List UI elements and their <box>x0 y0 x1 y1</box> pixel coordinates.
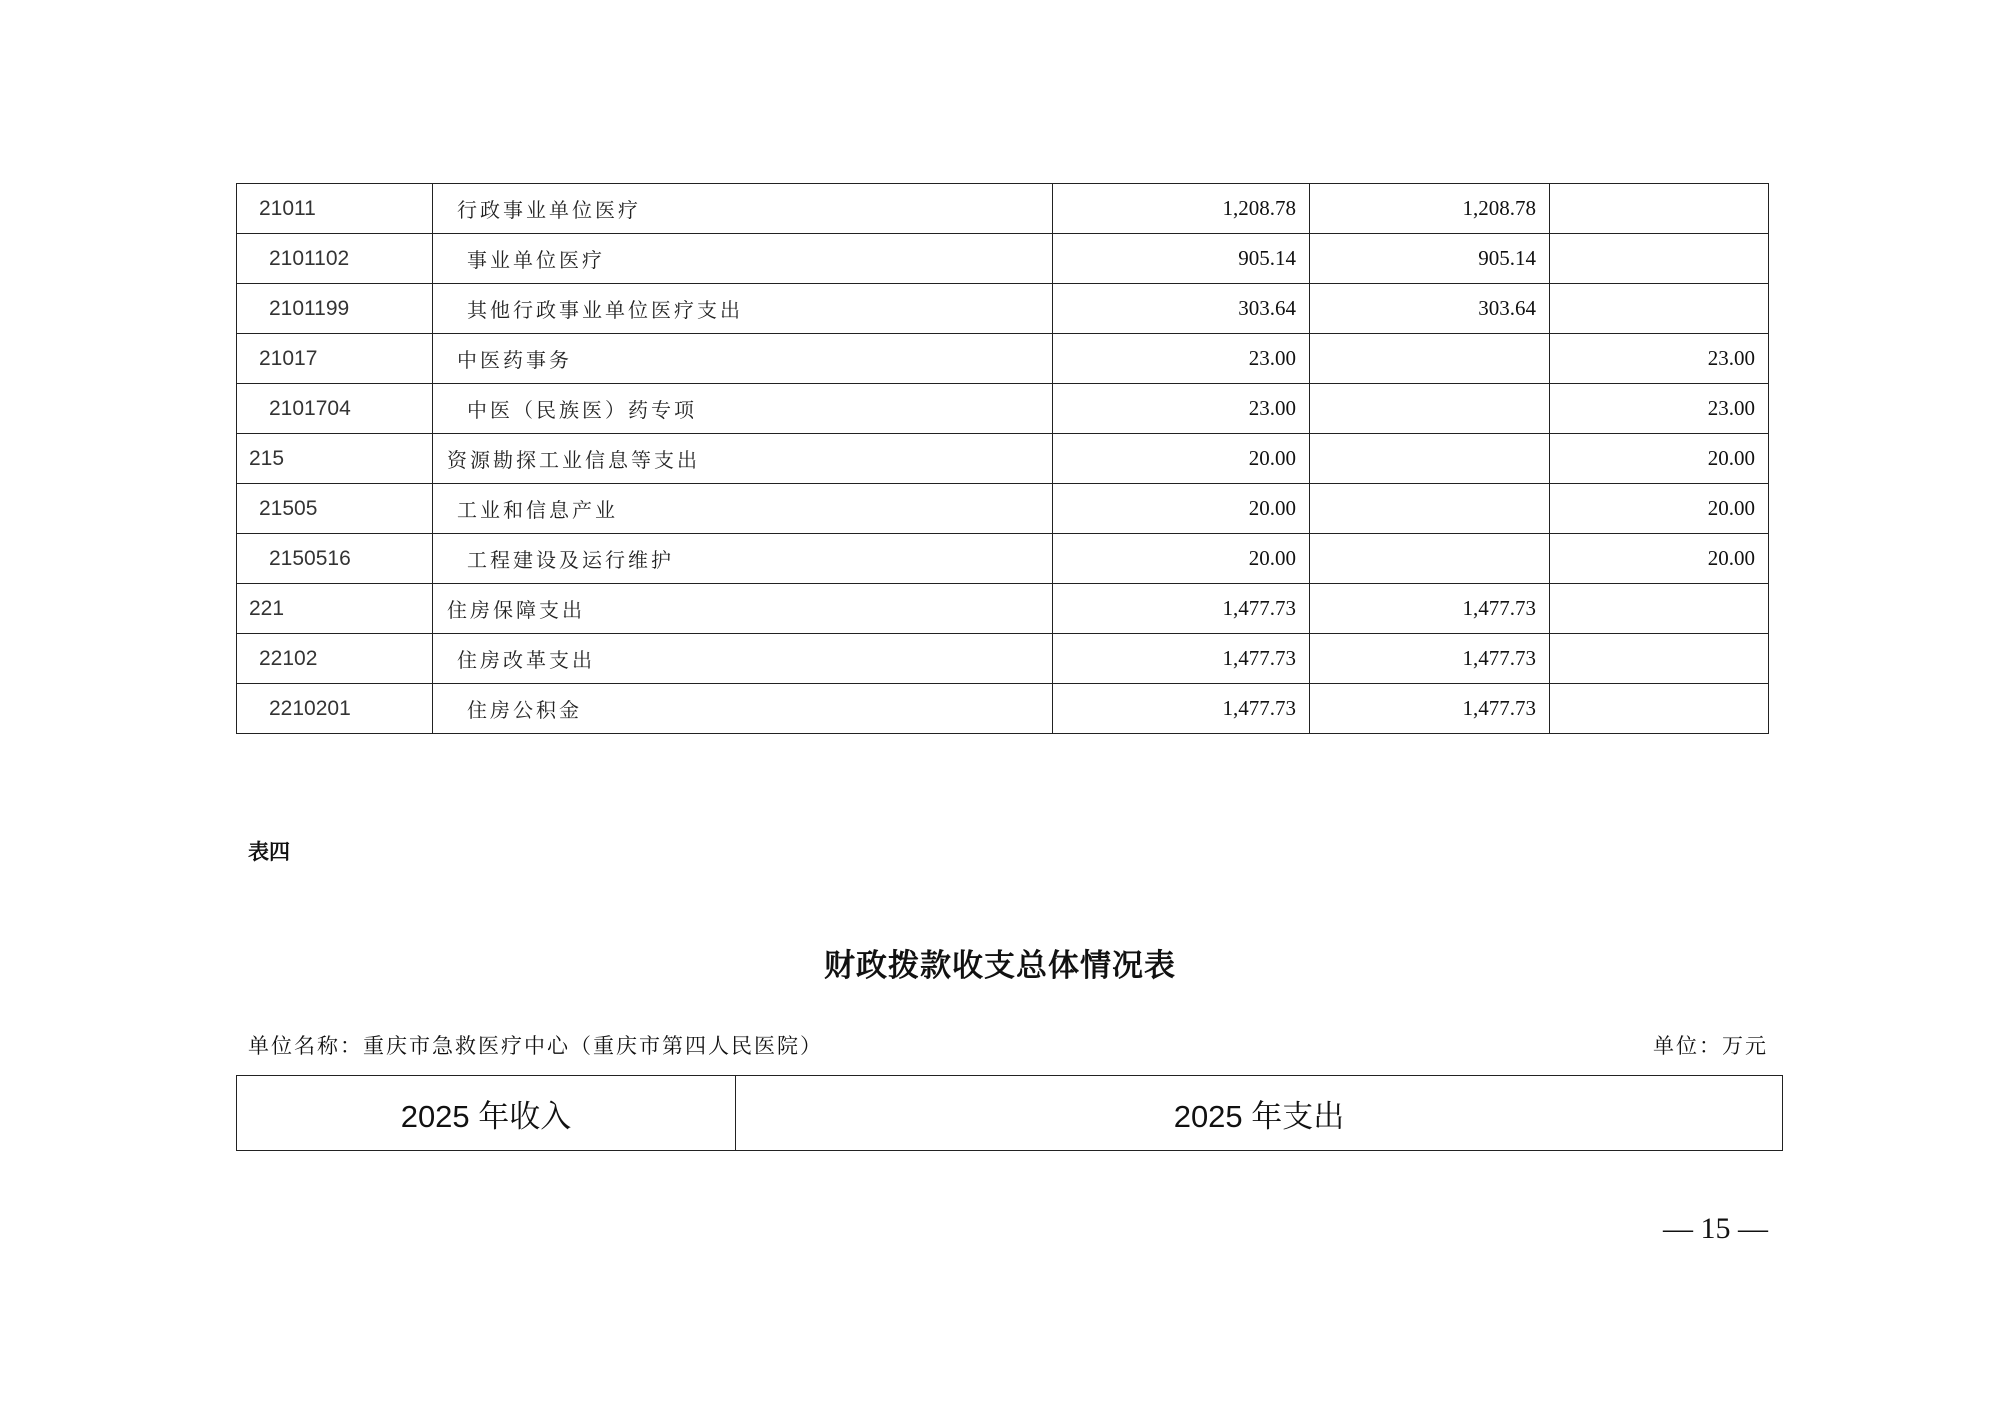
name-cell: 事业单位医疗 <box>433 234 1053 284</box>
project-cell: 23.00 <box>1550 384 1769 434</box>
table-row <box>237 584 1769 634</box>
project-cell: 20.00 <box>1550 534 1769 584</box>
name-cell: 中医药事务 <box>433 334 1053 384</box>
basic-cell: 1,477.73 <box>1310 634 1550 684</box>
document-title: 财政拨款收支总体情况表 <box>824 948 1176 984</box>
basic-cell: 303.64 <box>1310 284 1550 334</box>
basic-cell <box>1310 434 1550 484</box>
code-cell: 221 <box>237 584 433 634</box>
code-cell: 2101704 <box>237 384 433 434</box>
code-cell: 21505 <box>237 484 433 534</box>
total-cell: 23.00 <box>1053 334 1310 384</box>
table-row <box>237 384 1769 434</box>
project-cell <box>1550 634 1769 684</box>
expenditure-table <box>236 183 1769 734</box>
code-cell: 2101199 <box>237 284 433 334</box>
table-row <box>237 284 1769 334</box>
total-cell: 905.14 <box>1053 234 1310 284</box>
code-cell: 2101102 <box>237 234 433 284</box>
project-cell <box>1550 584 1769 634</box>
currency-unit: 单位：万元 <box>1653 1034 1768 1058</box>
table-row <box>237 634 1769 684</box>
table-row <box>237 534 1769 584</box>
total-cell: 1,477.73 <box>1053 634 1310 684</box>
basic-cell <box>1310 334 1550 384</box>
project-cell: 23.00 <box>1550 334 1769 384</box>
total-cell: 20.00 <box>1053 484 1310 534</box>
total-cell: 1,208.78 <box>1053 184 1310 234</box>
basic-cell <box>1310 384 1550 434</box>
expense-header: 2025 年支出 <box>1173 1098 1345 1134</box>
code-cell: 215 <box>237 434 433 484</box>
code-cell: 21017 <box>237 334 433 384</box>
table-label: 表四 <box>248 840 290 864</box>
basic-cell: 1,477.73 <box>1310 584 1550 634</box>
table-row <box>237 484 1769 534</box>
table-row <box>237 334 1769 384</box>
name-cell: 工业和信息产业 <box>433 484 1053 534</box>
table-row <box>237 184 1769 234</box>
total-cell: 20.00 <box>1053 534 1310 584</box>
code-cell: 21011 <box>237 184 433 234</box>
summary-table-header <box>236 1075 1783 1151</box>
income-header: 2025 年收入 <box>237 1076 736 1150</box>
name-cell: 中医（民族医）药专项 <box>433 384 1053 434</box>
total-cell: 20.00 <box>1053 434 1310 484</box>
table-row <box>237 234 1769 284</box>
name-cell: 住房保障支出 <box>433 584 1053 634</box>
basic-cell <box>1310 484 1550 534</box>
expenditure-table-body <box>237 184 1769 734</box>
page-number: — 15 — <box>1663 1212 1768 1245</box>
total-cell: 303.64 <box>1053 284 1310 334</box>
name-cell: 住房公积金 <box>433 684 1053 734</box>
total-cell: 1,477.73 <box>1053 684 1310 734</box>
name-cell: 其他行政事业单位医疗支出 <box>433 284 1053 334</box>
table-row <box>237 684 1769 734</box>
project-cell <box>1550 234 1769 284</box>
code-cell: 2210201 <box>237 684 433 734</box>
project-cell: 20.00 <box>1550 434 1769 484</box>
unit-name: 单位名称：重庆市急救医疗中心（重庆市第四人民医院） <box>248 1034 823 1058</box>
total-cell: 23.00 <box>1053 384 1310 434</box>
project-cell <box>1550 684 1769 734</box>
code-cell: 2150516 <box>237 534 433 584</box>
table-row <box>237 434 1769 484</box>
basic-cell <box>1310 534 1550 584</box>
project-cell <box>1550 284 1769 334</box>
name-cell: 住房改革支出 <box>433 634 1053 684</box>
project-cell: 20.00 <box>1550 484 1769 534</box>
total-cell: 1,477.73 <box>1053 584 1310 634</box>
basic-cell: 905.14 <box>1310 234 1550 284</box>
name-cell: 资源勘探工业信息等支出 <box>433 434 1053 484</box>
name-cell: 工程建设及运行维护 <box>433 534 1053 584</box>
basic-cell: 1,477.73 <box>1310 684 1550 734</box>
basic-cell: 1,208.78 <box>1310 184 1550 234</box>
name-cell: 行政事业单位医疗 <box>433 184 1053 234</box>
code-cell: 22102 <box>237 634 433 684</box>
project-cell <box>1550 184 1769 234</box>
